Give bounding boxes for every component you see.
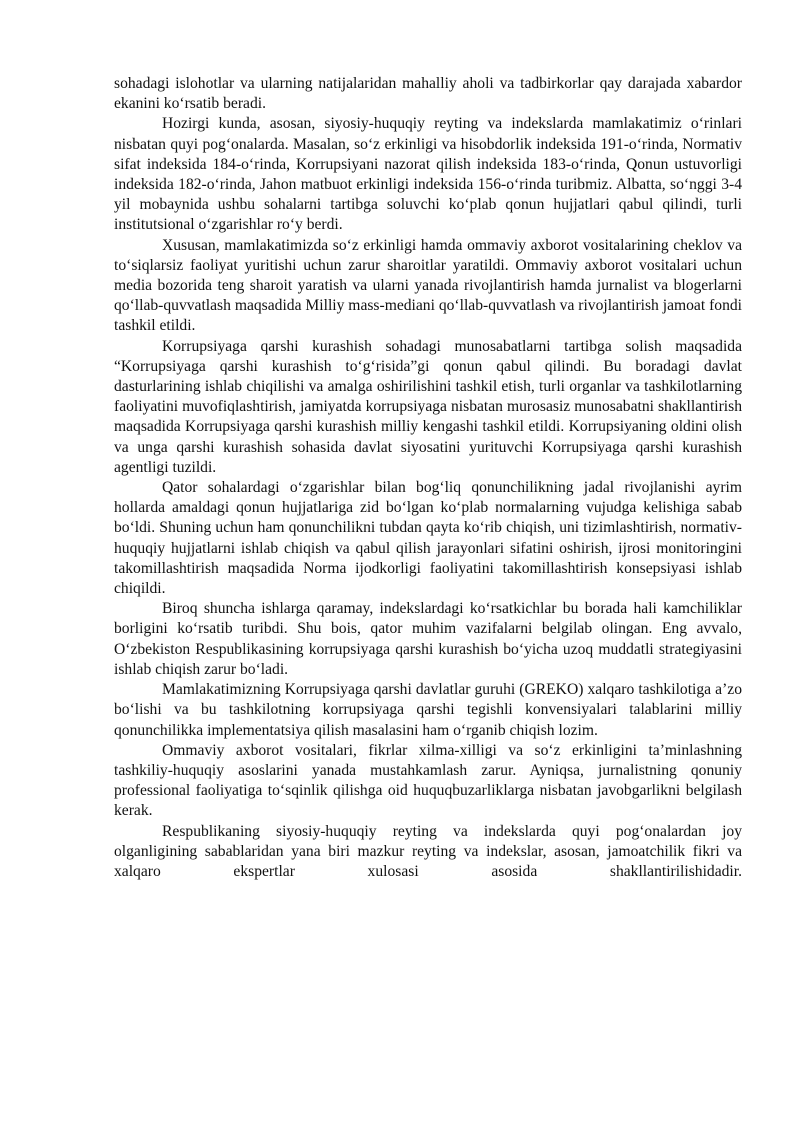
paragraph-greco: Mamlakatimizning Korrupsiyaga qarshi davlatlar guruhi (GREKO) xalqaro tashkilotiga a’zo bo‘lishi va bu tashkilotning korrupsiyaga qarshi tegishli konvensiyalari talablarini milliy qonunchilikka implementatsiya qilish masalasini ham o‘rganib chiqish lozim. [114,681,742,739]
paragraph-shortcomings: Biroq shuncha ishlarga qaramay, indekslardagi ko‘rsatkichlar bu borada hali kamchiliklar borligini ko‘rsatib turibdi. Shu bois, qator muhim vazifalarni belgilab olingan. Eng avvalo, O‘zbekiston Respublikasining korrupsiyaga qarshi kurashish bo‘yicha uzoq muddatli strategiyasini ishlab chiqish zarur bo‘ladi. [114,600,742,678]
paragraph-journalists: Ommaviy axborot vositalari, fikrlar xilma-xilligi va so‘z erkinligini ta’minlashning tashkiliy-huquqiy asoslarini yanada mustahkamlash zarur. Ayniqsa, jurnalistning qonuniy professional faoliyatiga to‘sqinlik qilishga oid huquqbuzarliklarga nisbatan javobgarlikni belgilash kerak. [114,741,742,820]
paragraph-ratings: Hozirgi kunda, asosan, siyosiy-huquqiy reyting va indekslarda mamlakatimiz o‘rinlari nisbatan quyi pog‘onalarda. Masalan, so‘z erkinligi va hisobdorlik indeksida 191-o‘rinda, Normativ sifat indeksida 184-o‘rinda, Korrupsiyani nazorat qilish indeksida 183-o‘rinda, Qonun ustuvorligi indeksida 182-o‘rinda, Jahon matbuot erkinligi indeksida 156-o‘rinda turibmiz. Albatta, so‘nggi 3-4 yil mobaynida ushbu sohalarni tartibga soluvchi ko‘plab qonun hujjatlari qabul qilindi, turli institutsional o‘zgarishlar ro‘y berdi. [114,115,742,234]
paragraph-continuation: sohadagi islohotlar va ularning natijalaridan mahalliy aholi va tadbirkorlar qay darajada xabardor ekanini ko‘rsatib beradi. [114,75,742,113]
document-body [114,74,742,882]
paragraph-anti-corruption-law: Korrupsiyaga qarshi kurashish sohadagi munosabatlarni tartibga solish maqsadida “Korrupsiyaga qarshi kurashish to‘g‘risida”gi qonun qabul qilindi. Bu boradagi davlat dasturlarining ishlab chiqilishi va amalga oshirilishini tashkil etish, turli organlar va tashkilotlarning faoliyatini muvofiqlashtirish, jamiyatda korrupsiyaga nisbatan murosasiz munosabatni shakllantirish maqsadida Korrupsiyaga qarshi kurashish milliy kengashi tashkil etildi. Korrupsiyaning oldini olish va unga qarshi kurashish sohasida davlat siyosatini yurituvchi Korrupsiyaga qarshi kurashish agentligi tuzildi. [114,337,742,476]
paragraph-rating-causes: Respublikaning siyosiy-huquqiy reyting va indekslarda quyi pog‘onalardan joy olganligining sabablaridan yana biri mazkur reyting va indekslar, asosan, jamoatchilik fikri va xalqaro ekspertlar xulosasi asosida shakllantirilishidadir. [114,822,742,880]
paragraph-legislation-reform: Qator sohalardagi o‘zgarishlar bilan bog‘liq qonunchilikning jadal rivojlanishi ayrim hollarda amaldagi qonun hujjatlariga zid bo‘lgan ko‘plab normalarning vujudga kelishiga sabab bo‘ldi. Shuning uchun ham qonunchilikni tubdan qayta ko‘rib chiqish, uni tizimlashtirish, normativ-huquqiy hujjatlarni ishlab chiqish va qabul qilish jarayonlari sifatini oshirish, ijrosi monitoringini takomillashtirish maqsadida Norma ijodkorligi faoliyatini takomillashtirish konsepsiyasi ishlab chiqildi. [114,479,742,598]
paragraph-media-freedom: Xususan, mamlakatimizda so‘z erkinligi hamda ommaviy axborot vositalarining cheklov va to‘siqlarsiz faoliyat yuritishi uchun zarur sharoitlar yaratildi. Ommaviy axborot vositalari uchun media bozorida teng sharoit yaratish va ularni yanada rivojlantirish hamda jurnalist va blogerlarni qo‘llab-quvvatlash maqsadida Milliy mass-mediani qo‘llab-quvvatlash va rivojlantirish jamoat fondi tashkil etildi. [114,236,742,335]
